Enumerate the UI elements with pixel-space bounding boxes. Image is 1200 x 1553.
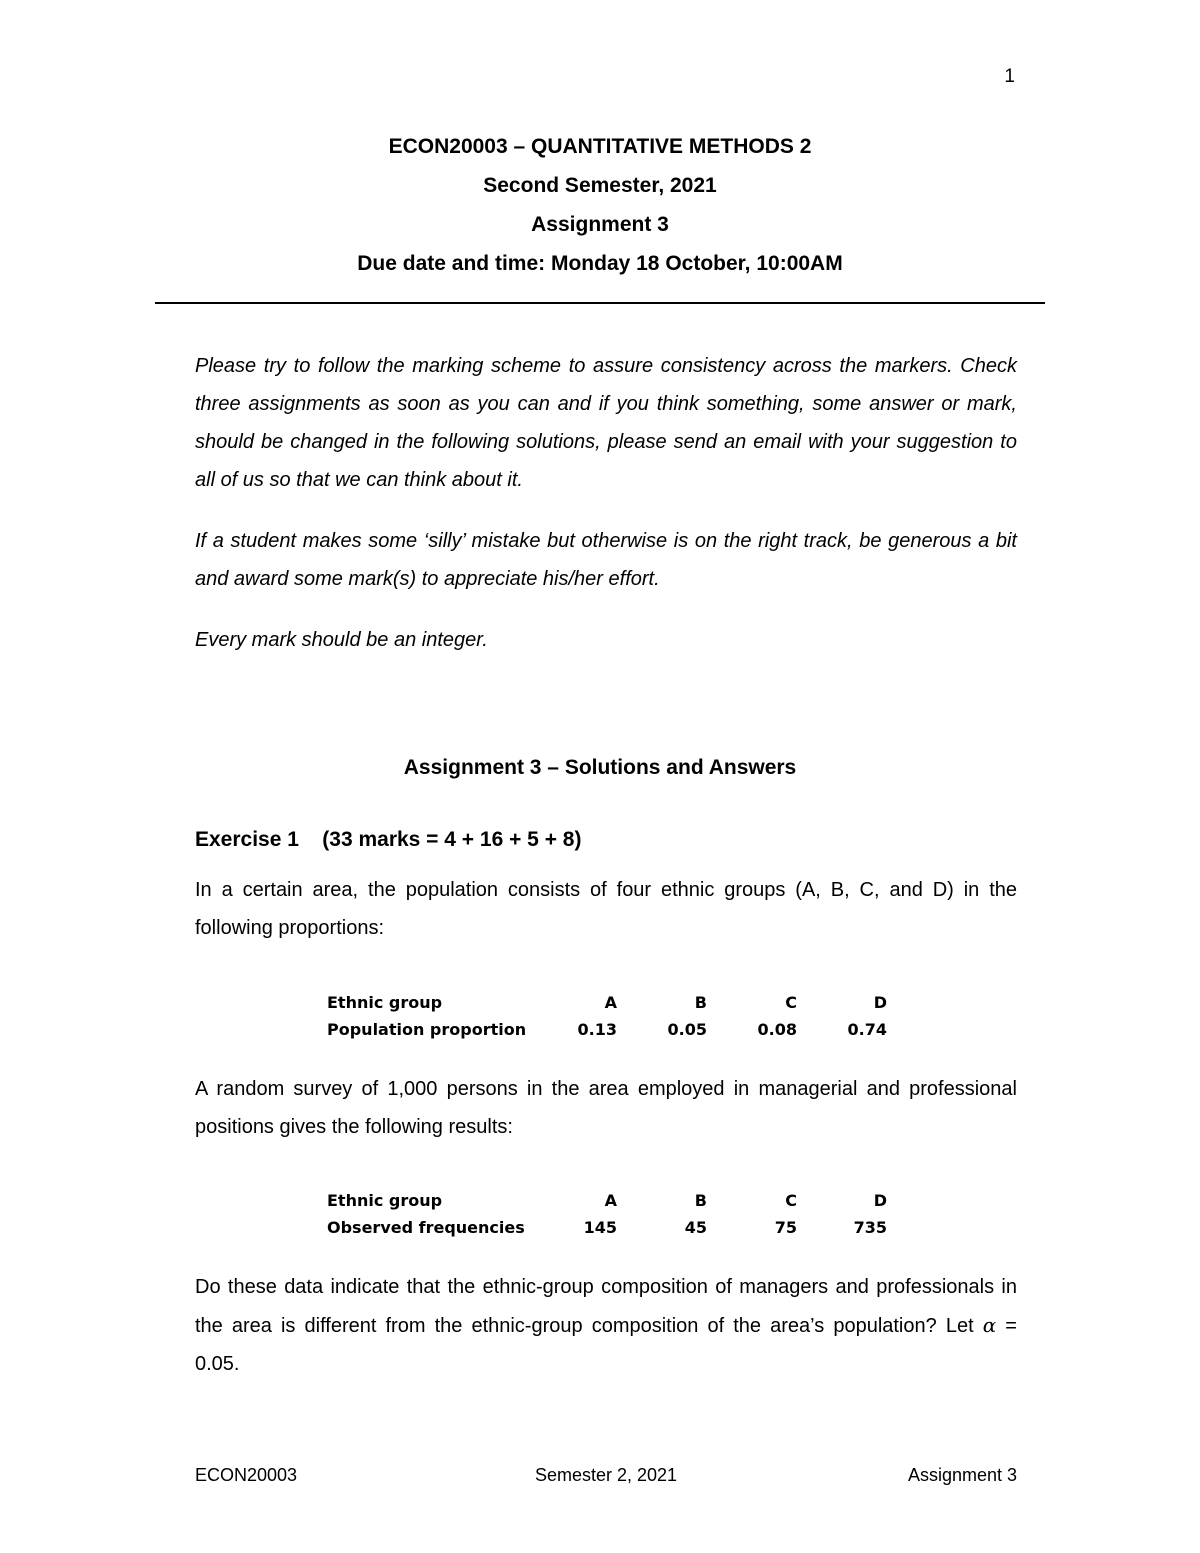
exercise-marks: (33 marks = 4 + 16 + 5 + 8)	[322, 828, 582, 851]
marker-note-integer: Every mark should be an integer.	[195, 629, 488, 651]
assignment-line: Assignment 3	[531, 213, 669, 236]
value-cell: 75	[774, 1218, 797, 1237]
survey-paragraph: A random survey of 1,000 persons in the area employed in managerial and professional positions gives the following results:	[195, 1078, 1017, 1138]
group-cell: C	[785, 1191, 797, 1210]
value-cell: 0.08	[757, 1020, 797, 1039]
value-cell: 0.74	[847, 1020, 887, 1039]
table-row	[327, 1016, 887, 1043]
document-header	[0, 132, 1200, 288]
value-cell: 45	[684, 1218, 707, 1237]
group-cell: B	[694, 993, 707, 1012]
section-title: Assignment 3 – Solutions and Answers	[403, 756, 797, 779]
footer-course: ECON20003	[195, 1465, 298, 1485]
group-cell: D	[873, 1191, 887, 1210]
due-date-line: Due date and time: Monday 18 October, 10:00AM	[357, 252, 843, 275]
value-cell: 735	[853, 1218, 887, 1237]
value-cell: 0.13	[577, 1020, 617, 1039]
value-cell: 0.05	[667, 1020, 707, 1039]
population-proportion-table	[327, 989, 887, 1043]
table-header-label: Ethnic group	[327, 993, 443, 1012]
exercise-intro: In a certain area, the population consists of four ethnic groups (A, B, C, and D) in the following proportions:	[195, 879, 1017, 939]
table-row	[327, 1214, 887, 1241]
header-divider	[155, 302, 1045, 304]
footer-semester: Semester 2, 2021	[534, 1465, 678, 1485]
footer-assignment: Assignment 3	[907, 1465, 1017, 1485]
page-number: 1	[1004, 66, 1015, 87]
alpha-symbol: α	[982, 1313, 997, 1337]
value-cell: 145	[583, 1218, 617, 1237]
table-row	[327, 989, 887, 1016]
group-cell: A	[604, 993, 617, 1012]
group-cell: A	[604, 1191, 617, 1210]
group-cell: B	[694, 1191, 707, 1210]
exercise-title: Exercise 1	[195, 828, 299, 851]
exercise-heading	[195, 828, 581, 852]
question-suffix: = 0.05.	[195, 1315, 1017, 1375]
table-header-label: Ethnic group	[327, 1191, 443, 1210]
group-cell: D	[873, 993, 887, 1012]
question-paragraph	[195, 1268, 1017, 1383]
group-cell: C	[785, 993, 797, 1012]
question-text: Do these data indicate that the ethnic-group composition of managers and professionals in the area is different from the ethnic-group composition of the area’s population? Let	[195, 1276, 1017, 1337]
table-row-label: Population proportion	[327, 1020, 527, 1039]
marker-note-consistency: Please try to follow the marking scheme to assure consistency across the markers. Check three assignments as soon as you can and if you think something, some answer or mark, should be changed in the following solutions, please send an email with your suggestion to all of us so that we can think about it.	[195, 355, 1017, 491]
semester-line: Second Semester, 2021	[483, 174, 717, 197]
course-title: ECON20003 – QUANTITATIVE METHODS 2	[388, 135, 812, 158]
observed-frequency-table	[327, 1187, 887, 1241]
table-row-label: Observed frequencies	[327, 1218, 525, 1237]
marker-note-generous: If a student makes some ‘silly’ mistake but otherwise is on the right track, be generous a bit and award some mark(s) to appreciate his/her effort.	[195, 530, 1017, 590]
table-row	[327, 1187, 887, 1214]
